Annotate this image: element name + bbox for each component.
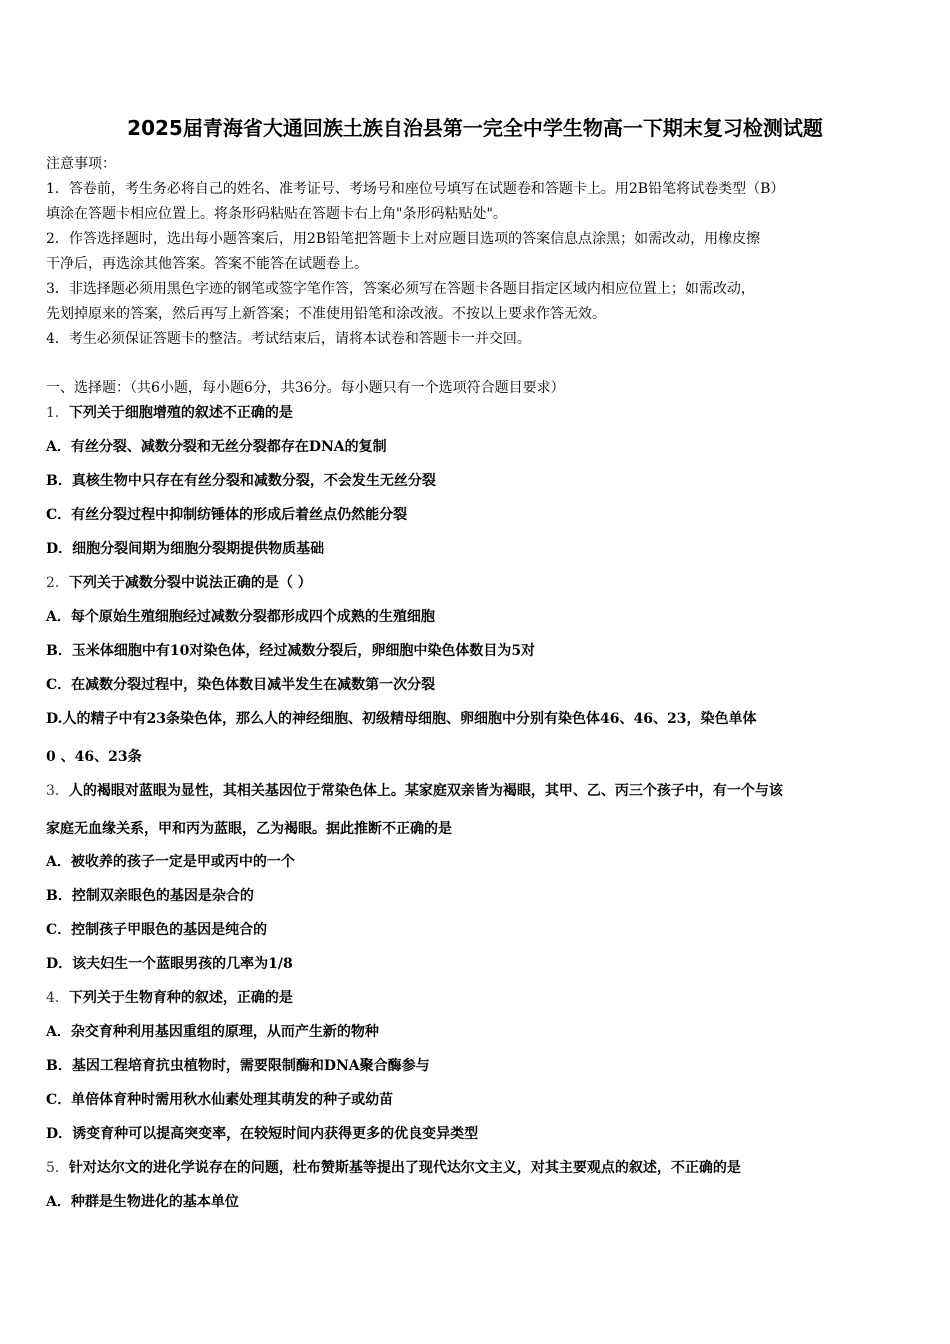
question-4-option-a: A．杂交育种利用基因重组的原理，从而产生新的物种: [46, 1024, 379, 1040]
question-3-stem: [46, 780, 910, 800]
notice-line: 2．作答选择题时，选出每小题答案后，用2B铅笔把答题卡上对应题目选项的答案信息点涂黑；如需改动，用橡皮擦: [46, 231, 761, 247]
question-text: 下列关于生物育种的叙述，正确的是: [68, 990, 293, 1006]
question-number: 3．: [46, 783, 69, 799]
question-text: 下列关于减数分裂中说法正确的是（ ）: [68, 575, 312, 591]
question-2-stem: [46, 572, 910, 592]
question-1-option-a: A．有丝分裂、减数分裂和无丝分裂都存在DNA的复制: [46, 439, 387, 455]
question-4-option-b: B．基因工程培育抗虫植物时，需要限制酶和DNA聚合酶参与: [46, 1058, 430, 1074]
question-2-option-b: B．玉米体细胞中有10对染色体，经过减数分裂后，卵细胞中染色体数目为5对: [46, 643, 536, 659]
question-3-stem-continued: 家庭无血缘关系，甲和丙为蓝眼，乙为褐眼。据此推断不正确的是: [46, 821, 452, 837]
page-title: 2025届青海省大通回族土族自治县第一完全中学生物高一下期末复习检测试题: [127, 116, 823, 140]
question-number: 1．: [46, 405, 69, 421]
notice-heading: 注意事项：: [46, 156, 116, 172]
section-heading: 一、选择题：（共6小题，每小题6分，共36分。每小题只有一个选项符合题目要求）: [46, 380, 565, 396]
question-2-option-d-continued: 0 、46、23条: [46, 749, 142, 765]
question-3-option-d: D．该夫妇生一个蓝眼男孩的几率为1/8: [46, 956, 293, 972]
question-2-option-a: A．每个原始生殖细胞经过减数分裂都形成四个成熟的生殖细胞: [46, 609, 435, 625]
notice-line: 干净后，再选涂其他答案。答案不能答在试题卷上。: [46, 256, 368, 272]
question-2-option-d: D.人的精子中有23条染色体，那么人的神经细胞、初级精母细胞、卵细胞中分别有染色体46、46、23，染色单体: [46, 711, 757, 727]
notice-line: 3．非选择题必须用黑色字迹的钢笔或签字笔作答，答案必须写在答题卡各题目指定区域内相应位置上；如需改动，: [46, 281, 755, 297]
question-5-option-a: A．种群是生物进化的基本单位: [46, 1194, 239, 1210]
notice-line: 先划掉原来的答案，然后再写上新答案；不准使用铅笔和涂改液。不按以上要求作答无效。: [46, 306, 606, 322]
question-3-option-c: C．控制孩子甲眼色的基因是纯合的: [46, 922, 268, 938]
notice-line: 填涂在答题卡相应位置上。将条形码粘贴在答题卡右上角"条形码粘贴处"。: [46, 206, 507, 222]
question-text: 针对达尔文的进化学说存在的问题，杜布赞斯基等提出了现代达尔文主义，对其主要观点的叙述，不正确的是: [68, 1160, 741, 1176]
question-3-option-a: A．被收养的孩子一定是甲或丙中的一个: [46, 854, 295, 870]
question-text: 下列关于细胞增殖的叙述不正确的是: [68, 405, 293, 421]
question-5-stem: [46, 1157, 910, 1177]
question-1-option-c: C．有丝分裂过程中抑制纺锤体的形成后着丝点仍然能分裂: [46, 507, 408, 523]
question-4-stem: [46, 987, 910, 1007]
question-2-option-c: C．在减数分裂过程中，染色体数目减半发生在减数第一次分裂: [46, 677, 436, 693]
question-1-option-d: D．细胞分裂间期为细胞分裂期提供物质基础: [46, 541, 325, 557]
question-4-option-d: D．诱变育种可以提高突变率，在较短时间内获得更多的优良变异类型: [46, 1126, 479, 1142]
notice-line: 4．考生必须保证答题卡的整洁。考试结束后，请将本试卷和答题卡一并交回。: [46, 331, 531, 347]
question-1-stem: [46, 402, 910, 422]
question-4-option-c: C．单倍体育种时需用秋水仙素处理其萌发的种子或幼苗: [46, 1092, 394, 1108]
question-1-option-b: B．真核生物中只存在有丝分裂和减数分裂，不会发生无丝分裂: [46, 473, 436, 489]
question-number: 5．: [46, 1160, 69, 1176]
question-number: 4．: [46, 990, 69, 1006]
question-text: 人的褐眼对蓝眼为显性，其相关基因位于常染色体上。某家庭双亲皆为褐眼，其甲、乙、丙三个孩子中，有一个与该: [68, 783, 783, 799]
question-3-option-b: B．控制双亲眼色的基因是杂合的: [46, 888, 254, 904]
question-number: 2．: [46, 575, 69, 591]
notice-line: 1．答卷前，考生务必将自己的姓名、准考证号、考场号和座位号填写在试题卷和答题卡上。用2B铅笔将试卷类型（B）: [46, 181, 785, 197]
